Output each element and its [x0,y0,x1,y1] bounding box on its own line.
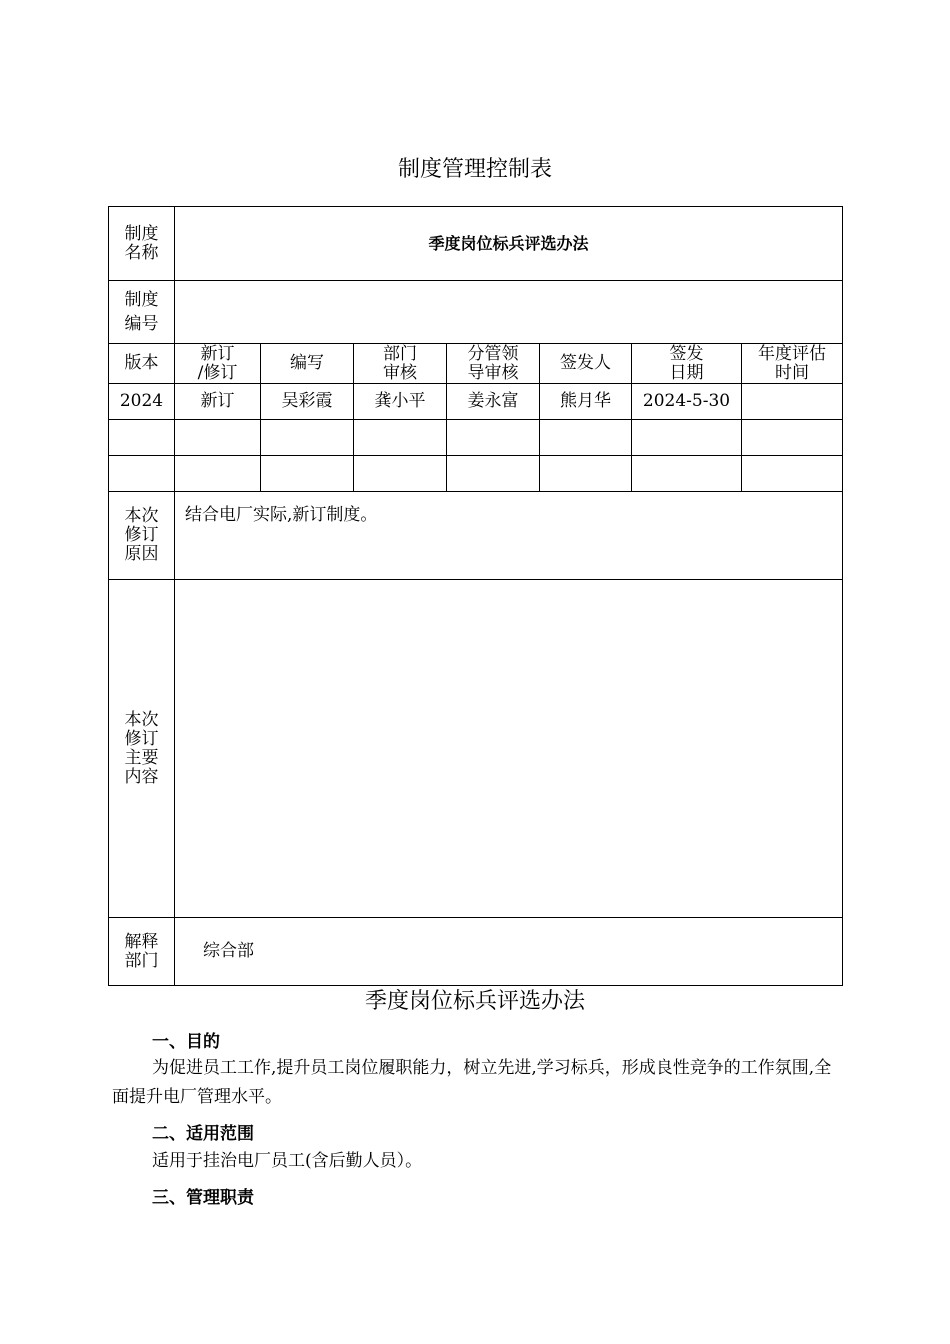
reason-value: 结合电厂实际,新订制度。 [175,492,843,580]
content-label-l1: 本次 [124,709,159,730]
cell [742,420,843,456]
name-row [109,207,843,281]
header-issuer: 签发人 [540,344,632,384]
interp-value: 综合部 [175,918,843,986]
reason-label-l3: 原因 [124,544,159,564]
section-2-heading: 二、适用范围 [152,1124,254,1144]
cell: 2024 [109,384,175,420]
cell [354,456,447,492]
reason-label [109,492,175,580]
section-1-heading: 一、目的 [152,1032,220,1052]
header-leader-review [447,344,540,384]
header-new-l2: /修订 [197,362,238,383]
number-row [109,281,843,344]
control-table [108,206,843,986]
content-value [175,580,843,918]
interp-label-l2: 部门 [124,950,159,971]
content-label-l4: 内容 [124,766,159,787]
header-version: 版本 [109,344,175,384]
cell [447,456,540,492]
cell [540,456,632,492]
content-label [109,580,175,918]
header-dept-l1: 部门 [383,343,417,364]
cell [109,456,175,492]
cell [742,384,843,420]
section-1-text: 为促进员工工作,提升员工岗位履职能力，树立先进,学习标兵，形成良性竞争的工作氛围,全面提升电厂管理水平。 [112,1058,832,1107]
cell [354,420,447,456]
name-value: 季度岗位标兵评选办法 [175,207,843,281]
header-date-l1: 签发 [669,343,704,364]
header-author: 编写 [261,344,354,384]
header-annual-eval [742,344,843,384]
cell [742,456,843,492]
interp-row [109,918,843,986]
name-label [109,207,175,281]
cell: 2024-5-30 [632,384,742,420]
cell: 熊月华 [540,384,632,420]
cell: 姜永富 [447,384,540,420]
interp-label [109,918,175,986]
number-label [109,281,175,344]
content-row [109,580,843,918]
section-3-heading: 三、管理职责 [152,1188,254,1208]
content-label-l2: 修订 [124,728,159,749]
cell: 吴彩霞 [261,384,354,420]
interp-label-l1: 解释 [124,931,159,952]
reason-label-l1: 本次 [124,506,159,526]
cell: 龚小平 [354,384,447,420]
section-2-text: 适用于挂治电厂员工(含后勤人员）。 [152,1151,423,1171]
table-row [109,420,843,456]
name-label-l2: 名称 [124,242,159,263]
reason-label-l2: 修订 [124,525,159,545]
header-issue-date [632,344,742,384]
header-dept-l2: 审核 [383,362,417,383]
cell [175,456,261,492]
content-label-l3: 主要 [124,747,159,768]
cell [447,420,540,456]
header-new-l1: 新订 [200,343,235,364]
header-leader-l1: 分管领 [467,343,519,364]
cell [261,456,354,492]
regulation-title: 季度岗位标兵评选办法 [364,989,585,1014]
header-dept-review [354,344,447,384]
header-eval-l2: 时间 [775,362,809,383]
table-row [109,384,843,420]
document-title: 制度管理控制表 [397,157,552,182]
table-row [109,456,843,492]
cell: 新订 [175,384,261,420]
number-value [175,281,843,344]
header-row [109,344,843,384]
header-new-revise [175,344,261,384]
header-leader-l2: 导审核 [467,362,519,383]
cell [632,420,742,456]
header-eval-l1: 年度评估 [758,343,826,364]
reason-row [109,492,843,580]
name-label-l1: 制度 [124,223,159,244]
cell [175,420,261,456]
cell [261,420,354,456]
cell [540,420,632,456]
number-label-l1: 制度 [124,290,159,310]
cell [632,456,742,492]
number-label-l2: 编号 [124,314,159,334]
cell [109,420,175,456]
header-date-l2: 日期 [669,362,704,383]
